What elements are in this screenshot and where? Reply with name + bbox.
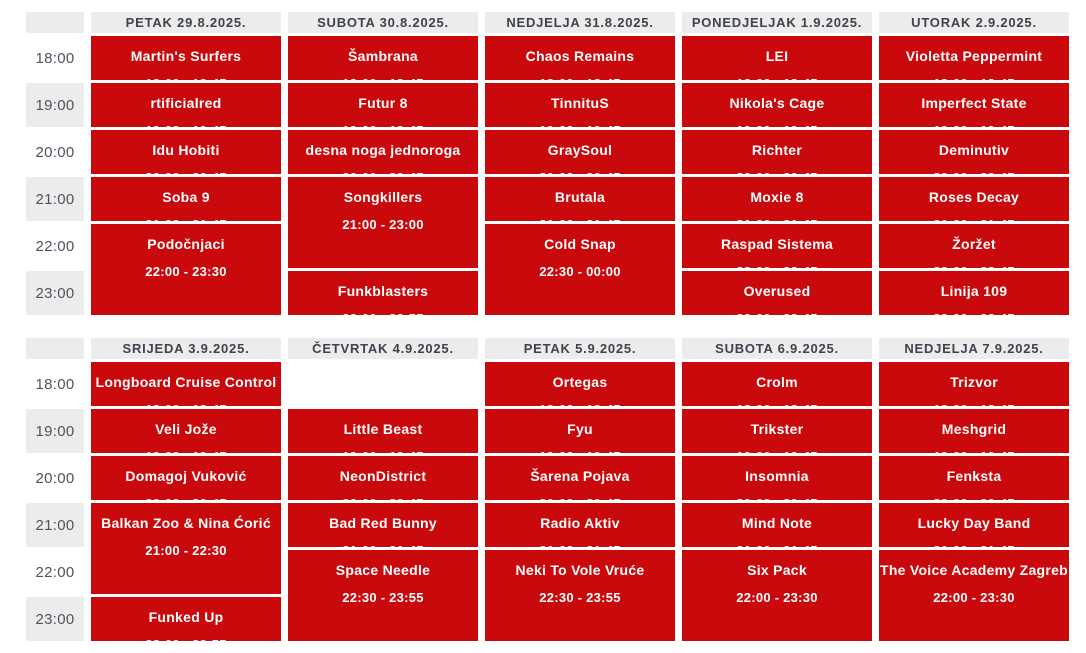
event-name: Fenksta <box>946 468 1002 484</box>
event-cell[interactable] <box>485 550 675 641</box>
day-header: ČETVRTAK 4.9.2025. <box>288 338 478 359</box>
event-cell[interactable] <box>879 409 1069 453</box>
event-name: Insomnia <box>745 468 809 484</box>
event-cell[interactable] <box>682 224 872 268</box>
event-cell[interactable] <box>288 177 478 268</box>
event-name: Overused <box>743 283 811 299</box>
event-name: Trikster <box>750 421 804 437</box>
event-cell[interactable] <box>682 83 872 127</box>
event-time: 22:30 - 23:55 <box>342 590 424 605</box>
time-label: 21:00 <box>26 503 84 547</box>
event-time: 21:00 - 22:30 <box>145 543 227 558</box>
event-name: Cold Snap <box>544 236 616 252</box>
event-cell[interactable] <box>288 409 478 453</box>
event-cell[interactable] <box>485 409 675 453</box>
event-name: Roses Decay <box>928 189 1020 205</box>
event-name: Funked Up <box>148 609 224 625</box>
event-cell[interactable] <box>682 456 872 500</box>
time-label: 22:00 <box>35 563 75 581</box>
event-cell[interactable] <box>288 36 478 80</box>
event-cell[interactable] <box>288 271 478 326</box>
time-label: 18:00 <box>35 375 75 393</box>
event-cell[interactable] <box>682 177 872 221</box>
event-name: Linija 109 <box>940 283 1008 299</box>
day-header: SUBOTA 6.9.2025. <box>682 338 872 359</box>
day-header: SUBOTA 30.8.2025. <box>288 12 478 33</box>
event-name: Mind Note <box>741 515 813 531</box>
event-name: Longboard Cruise Control <box>95 374 277 390</box>
event-name: Bad Red Bunny <box>329 515 437 531</box>
event-cell[interactable] <box>485 83 675 127</box>
event-cell[interactable] <box>485 177 675 221</box>
event-name: The Voice Academy Zagreb <box>879 562 1068 578</box>
event-cell[interactable] <box>879 550 1069 641</box>
event-cell[interactable] <box>879 224 1069 268</box>
event-time: 23:00 - 23:55 <box>145 637 227 652</box>
event-cell[interactable] <box>91 503 281 594</box>
event-cell[interactable] <box>879 177 1069 221</box>
day-header: NEDJELJA 7.9.2025. <box>879 338 1069 359</box>
event-name: Deminutiv <box>938 142 1010 158</box>
event-cell[interactable] <box>879 36 1069 80</box>
event-name: Domagoj Vuković <box>125 468 247 484</box>
time-label: 19:00 <box>26 83 84 127</box>
event-name: LEI <box>765 48 789 64</box>
time-label: 23:00 <box>26 271 84 315</box>
event-name: Brutala <box>554 189 606 205</box>
event-name: Neki To Vole Vruće <box>515 562 645 578</box>
time-label: 20:00 <box>35 143 75 161</box>
event-cell[interactable] <box>682 503 872 547</box>
event-cell[interactable] <box>91 36 281 80</box>
event-time: 22:00 - 23:30 <box>933 590 1015 605</box>
event-name: NeonDistrict <box>339 468 427 484</box>
schedule-week-2 <box>26 338 1086 652</box>
event-cell[interactable] <box>485 130 675 174</box>
schedule-grid <box>26 12 1086 326</box>
event-cell[interactable] <box>91 224 281 315</box>
event-cell[interactable] <box>485 36 675 80</box>
event-name: Šambrana <box>348 48 418 64</box>
event-cell[interactable] <box>682 130 872 174</box>
corner-cell <box>26 338 84 359</box>
event-cell[interactable] <box>288 130 478 174</box>
event-cell[interactable] <box>879 456 1069 500</box>
event-name: Violetta Peppermint <box>905 48 1043 64</box>
event-cell[interactable] <box>91 177 281 221</box>
time-label: 21:00 <box>26 177 84 221</box>
event-name: Šarena Pojava <box>530 468 630 484</box>
day-header: UTORAK 2.9.2025. <box>879 12 1069 33</box>
event-cell[interactable] <box>288 456 478 500</box>
event-name: Fyu <box>567 421 593 437</box>
event-time: 23:00 - 23:45 <box>933 311 1015 326</box>
event-time: 22:30 - 00:00 <box>539 264 621 279</box>
day-header: PETAK 29.8.2025. <box>91 12 281 33</box>
event-name: Veli Jože <box>155 421 217 437</box>
day-header: PETAK 5.9.2025. <box>485 338 675 359</box>
event-cell[interactable] <box>485 224 675 315</box>
event-name: rtificialred <box>150 95 222 111</box>
event-cell[interactable] <box>485 456 675 500</box>
event-name: Martin's Surfers <box>130 48 242 64</box>
event-name: Funkblasters <box>337 283 429 299</box>
event-name: Richter <box>751 142 803 158</box>
event-name: Raspad Sistema <box>720 236 834 252</box>
event-name: Futur 8 <box>358 95 408 111</box>
event-name: Space Needle <box>335 562 431 578</box>
event-name: Žoržet <box>952 236 996 252</box>
event-name: Podočnjaci <box>147 236 225 252</box>
event-time: 22:00 - 23:30 <box>145 264 227 279</box>
day-header: PONEDJELJAK 1.9.2025. <box>682 12 872 33</box>
corner-cell <box>26 12 84 33</box>
event-cell[interactable] <box>879 130 1069 174</box>
event-name: Nikola's Cage <box>729 95 825 111</box>
time-label: 22:00 <box>35 237 75 255</box>
event-name: GraySoul <box>547 142 613 158</box>
event-name: Little Beast <box>343 421 423 437</box>
event-time: 22:00 - 23:30 <box>736 590 818 605</box>
event-cell[interactable] <box>682 409 872 453</box>
schedule-grid <box>26 338 1086 652</box>
event-name: TinnituS <box>551 95 609 111</box>
event-name: Balkan Zoo & Nina Ćorić <box>101 515 271 531</box>
time-label: 23:00 <box>26 597 84 641</box>
event-cell[interactable] <box>682 362 872 406</box>
event-cell[interactable] <box>288 83 478 127</box>
event-cell[interactable] <box>879 503 1069 547</box>
event-name: Trizvor <box>950 374 998 390</box>
time-label: 18:00 <box>35 49 75 67</box>
event-name: Soba 9 <box>162 189 210 205</box>
event-cell[interactable] <box>91 130 281 174</box>
event-name: Chaos Remains <box>525 48 635 64</box>
event-time: 21:00 - 23:00 <box>342 217 424 232</box>
event-cell[interactable] <box>91 456 281 500</box>
event-name: desna noga jednoroga <box>305 142 461 158</box>
event-time: 23:00 - 23:45 <box>736 311 818 326</box>
event-name: Six Pack <box>747 562 807 578</box>
event-cell[interactable] <box>288 503 478 547</box>
event-cell[interactable] <box>879 271 1069 326</box>
event-cell[interactable] <box>682 36 872 80</box>
event-time: 22:30 - 23:55 <box>539 590 621 605</box>
time-label: 19:00 <box>26 409 84 453</box>
event-time: 23:00 - 23:55 <box>342 311 424 326</box>
event-cell[interactable] <box>91 409 281 453</box>
event-name: Idu Hobiti <box>152 142 220 158</box>
event-name: Moxie 8 <box>750 189 804 205</box>
event-cell[interactable] <box>288 550 478 641</box>
event-cell[interactable] <box>91 597 281 652</box>
event-cell[interactable] <box>682 550 872 641</box>
event-name: Lucky Day Band <box>917 515 1031 531</box>
day-header: SRIJEDA 3.9.2025. <box>91 338 281 359</box>
event-name: Ortegas <box>552 374 608 390</box>
schedule-week-1 <box>26 12 1086 326</box>
event-name: Meshgrid <box>941 421 1007 437</box>
event-cell[interactable] <box>682 271 872 326</box>
event-name: Radio Aktiv <box>540 515 620 531</box>
event-cell[interactable] <box>485 503 675 547</box>
event-cell[interactable] <box>91 83 281 127</box>
event-cell[interactable] <box>91 362 281 406</box>
event-name: Crolm <box>756 374 798 390</box>
day-header: NEDJELJA 31.8.2025. <box>485 12 675 33</box>
event-cell[interactable] <box>879 362 1069 406</box>
event-cell[interactable] <box>879 83 1069 127</box>
event-cell[interactable] <box>485 362 675 406</box>
event-name: Imperfect State <box>921 95 1027 111</box>
event-name: Songkillers <box>343 189 423 205</box>
time-label: 20:00 <box>35 469 75 487</box>
